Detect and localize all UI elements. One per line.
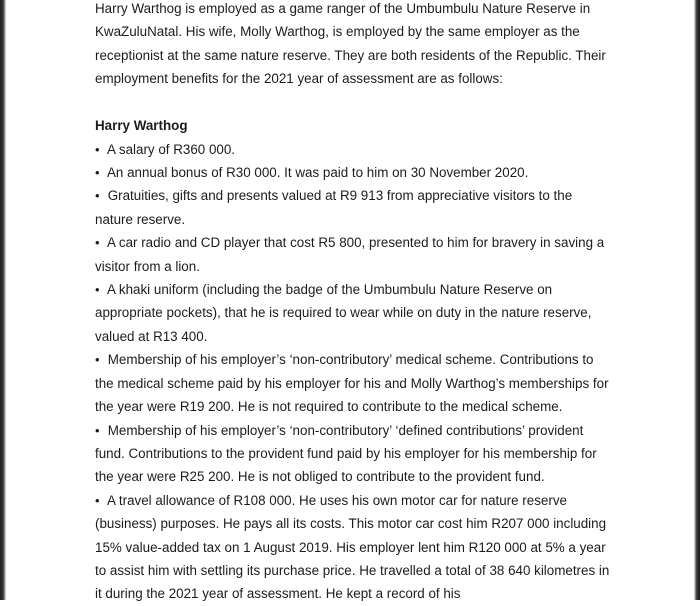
list-item bbox=[95, 184, 610, 231]
list-item bbox=[95, 138, 610, 161]
bullet-icon: • bbox=[95, 165, 100, 181]
bullet-icon: • bbox=[95, 141, 100, 157]
list-item-text: A salary of R360 000. bbox=[106, 141, 236, 157]
bullet-icon: • bbox=[95, 188, 100, 204]
list-item bbox=[95, 489, 610, 606]
intro-paragraph: Harry Warthog is employed as a game ranger of the Umbumbulu Nature Reserve in KwaZuluNatal. His wife, Molly Warthog, is employed by the same employer as the receptionist at the same nature reserve. They are both residents of the Republic. Their employment benefits for the 2021 year of assessment are as follows: bbox=[95, 1, 606, 87]
list-item-text: Gratuities, gifts and presents valued at R9 913 from appreciative visitors to the nature reserve. bbox=[95, 188, 573, 227]
right-page-edge-shadow bbox=[694, 0, 700, 600]
list-item bbox=[95, 348, 610, 418]
list-item bbox=[95, 161, 610, 184]
bullet-icon: • bbox=[95, 492, 100, 508]
bullet-icon: • bbox=[95, 422, 100, 438]
list-item-text: Membership of his employer’s ‘non-contributory’ ‘defined contributions’ provident fund. Contributions to the provident fund paid by his employer for his membership for the year were R25 200. He is not obliged to contribute to the provident fund. bbox=[95, 422, 597, 485]
list-item bbox=[95, 231, 610, 278]
bullet-icon: • bbox=[95, 235, 100, 251]
bullet-icon: • bbox=[95, 352, 100, 368]
left-page-edge-shadow bbox=[0, 0, 6, 600]
list-item bbox=[95, 278, 610, 348]
bullet-icon: • bbox=[95, 282, 100, 298]
list-item-text: A car radio and CD player that cost R5 800, presented to him for bravery in saving a visitor from a lion. bbox=[95, 235, 605, 274]
list-item-text: An annual bonus of R30 000. It was paid to him on 30 November 2020. bbox=[106, 165, 529, 181]
list-item-text: A khaki uniform (including the badge of the Umbumbulu Nature Reserve on appropriate pockets), that he is required to wear while on duty in the nature reserve, valued at R13 400. bbox=[95, 282, 592, 344]
benefits-list bbox=[95, 138, 610, 606]
list-item bbox=[95, 419, 610, 489]
document-page bbox=[95, 0, 610, 606]
list-item-text: A travel allowance of R108 000. He uses his own motor car for nature reserve (business) purposes. He pays all its costs. This motor car cost him R207 000 including 15% value-added tax on 1 August 2019. His employer lent him R120 000 at 5% a year to assist him with settling its purchase price. He travelled a total of 38 640 kilometres in it during the 2021 year of assessment. He kept a record of his bbox=[95, 492, 610, 602]
list-item-text: Membership of his employer’s ‘non-contributory’ medical scheme. Contributions to the medical scheme paid by his employer for his and Molly Warthog’s memberships for the year were R19 200. He is not required to contribute to the medical scheme. bbox=[95, 352, 609, 415]
section-heading: Harry Warthog bbox=[95, 118, 188, 134]
